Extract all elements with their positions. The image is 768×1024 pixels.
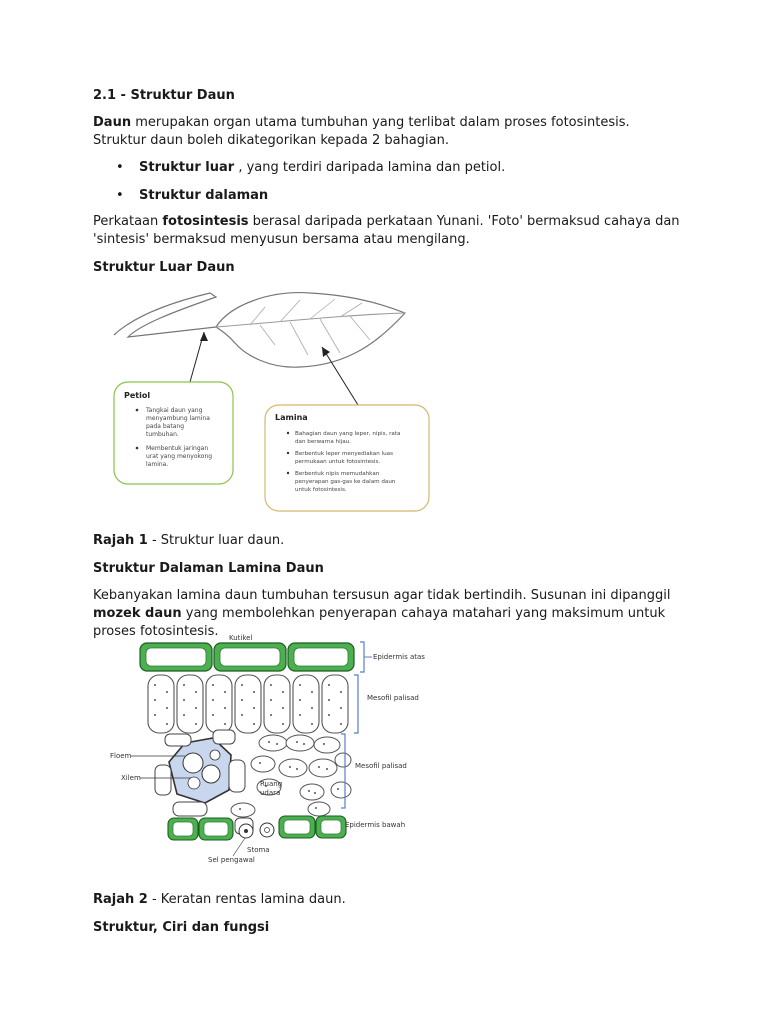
label-xilem: Xilem (121, 774, 141, 782)
leaf-midrib (216, 313, 405, 327)
lamina-point-3: Berbentuk nipis memudahkan penyerapan gas-gas ke dalam daun untuk fotosintesis. (295, 471, 396, 493)
bullet-item (139, 187, 679, 205)
heading-struktur-dalaman: Struktur Dalaman Lamina Daun (93, 561, 324, 576)
leaf-veins (250, 299, 370, 355)
pointer-sel-pengawal (233, 838, 245, 856)
label-epidermis-bawah: Epidermis bawah (345, 821, 406, 829)
bullet-rest: , yang terdiri daripada lamina dan petiol. (234, 160, 506, 175)
caption2-label: Rajah 2 (93, 892, 148, 907)
heading-struktur-luar: Struktur Luar Daun (93, 260, 235, 275)
intro-text: merupakan organ utama tumbuhan yang terlibat dalam proses fotosintesis. Struktur daun boleh dikategorikan kepada 2 bahagian. (93, 115, 630, 148)
bullet-bold: Struktur luar (139, 160, 235, 175)
label-udara: udara (260, 789, 281, 797)
heading-struktur-ciri-fungsi: Struktur, Ciri dan fungsi (93, 920, 270, 935)
bullet-marker: • (116, 160, 124, 175)
lamina-point-2: Berbentuk leper menyediakan luas permukaan untuk fotosintesis. (295, 451, 393, 465)
petiole-outline (114, 293, 216, 337)
intro-term: Daun (93, 115, 132, 130)
guard-cells (239, 823, 274, 838)
lower-epidermis (168, 816, 346, 840)
vascular-bundle (155, 730, 245, 816)
mosaic-post: yang membolehkan penyerapan cahaya matahari yang maksimum untuk proses fotosintesis. (93, 606, 666, 639)
petiol-bullet (136, 447, 139, 450)
bullet-item (139, 159, 679, 177)
etymology-term: fotosintesis (162, 214, 249, 229)
bracket-epidermis-atas (360, 642, 364, 672)
petiol-bullet (136, 409, 139, 412)
caption2-text: - Keratan rentas lamina daun. (147, 892, 346, 907)
section-title: 2.1 - Struktur Daun (93, 88, 235, 103)
leaf-blade-outline (216, 293, 405, 368)
bracket-mesofil-1 (354, 675, 358, 733)
label-mesofil-palisad-1: Mesofil palisad (367, 694, 419, 702)
bullet-bold: Struktur dalaman (139, 188, 269, 203)
etymology-post: berasal daripada perkataan Yunani. 'Foto' bermaksud cahaya dan 'sintesis' bermaksud menyusun bersama atau mengilang. (93, 214, 680, 247)
palisade-layer (148, 675, 348, 733)
caption1-label: Rajah 1 (93, 533, 148, 548)
label-floem: Floem (110, 752, 132, 760)
spongy-layer (231, 735, 351, 817)
lamina-bullet (287, 432, 289, 434)
label-kutikel: Kutikel (229, 634, 253, 642)
etymology-pre: Perkataan (93, 214, 163, 229)
arrow-lamina (322, 347, 358, 405)
petiol-title: Petiol (124, 391, 151, 400)
petiol-point-1: Tangkai daun yang menyambung lamina pada batang tumbuhan. (146, 407, 210, 438)
figure-leaf-external (100, 285, 440, 515)
caption1-text: - Struktur luar daun. (147, 533, 285, 548)
label-epidermis-atas: Epidermis atas (373, 653, 425, 661)
label-sel-pengawal: Sel pengawal (208, 856, 255, 864)
lamina-bullet (287, 472, 289, 474)
mosaic-term: mozek daun (93, 606, 182, 621)
lamina-point-1: Bahagian daun yang leper, nipis, rata dan berwarna hijau. (295, 431, 401, 445)
arrow-head-lamina (322, 347, 330, 357)
label-mesofil-palisad-2: Mesofil palisad (355, 762, 407, 770)
lamina-bullet (287, 452, 289, 454)
caption-rajah-1 (93, 532, 683, 550)
caption-rajah-2 (93, 891, 683, 909)
intro-paragraph (93, 114, 683, 150)
bullet-marker: • (116, 188, 124, 203)
label-ruang: Ruang (260, 780, 283, 788)
etymology-paragraph (93, 213, 683, 249)
label-stoma: Stoma (247, 846, 270, 854)
mosaic-pre: Kebanyakan lamina daun tumbuhan tersusun agar tidak bertindih. Susunan ini dipanggil (93, 588, 671, 603)
upper-epidermis (140, 643, 354, 671)
arrow-head-petiol (200, 332, 208, 341)
lamina-title: Lamina (275, 413, 308, 422)
figure-leaf-cross-section (105, 630, 425, 870)
petiol-point-2: Membentuk jaringan urat yang menyokong lamina. (146, 445, 213, 468)
